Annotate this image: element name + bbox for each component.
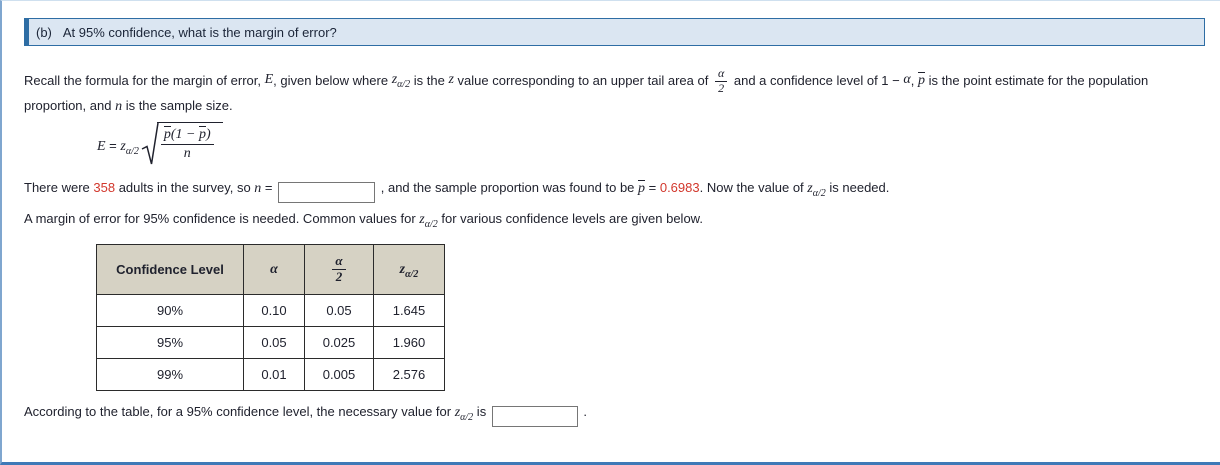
p-bar-symbol: p (638, 181, 646, 196)
alpha-cell: 0.05 (244, 327, 305, 359)
math-var-E: E (264, 72, 274, 87)
square-root-expression (141, 121, 223, 167)
intro-text: , (910, 72, 918, 88)
header-confidence-level: Confidence Level (97, 245, 244, 295)
math-var-alpha: α (270, 262, 278, 277)
fraction-numerator (161, 126, 214, 145)
z-subscript: α/2 (460, 412, 474, 423)
intro-text: is the (410, 72, 449, 88)
header-alpha (244, 245, 305, 295)
alpha-over-two-cell: 0.05 (305, 295, 374, 327)
intro-text: is the sample size. (122, 98, 233, 113)
fraction-numerator: α (715, 67, 727, 82)
z-value-cell: 1.960 (374, 327, 445, 359)
math-var-E: E (97, 138, 106, 154)
fraction-denominator: 2 (335, 269, 343, 284)
common-text: for various confidence levels are given below. (437, 211, 703, 226)
confidence-level-cell: 90% (97, 295, 244, 327)
survey-text: = (261, 180, 277, 195)
common-values-line (24, 211, 703, 228)
fraction-denominator: 2 (718, 80, 725, 95)
z-value-cell: 2.576 (374, 359, 445, 391)
formula-text: (1 − (170, 127, 199, 142)
intro-text: Recall the formula for the margin of error, (24, 72, 265, 88)
z-subscript: α/2 (812, 188, 826, 199)
survey-line (24, 180, 889, 204)
question-part-label: (b) (36, 24, 52, 40)
common-text: A margin of error for 95% confidence is needed. Common values for (24, 211, 420, 226)
intro-line-1 (24, 63, 1148, 97)
survey-text: = (645, 180, 660, 195)
z-subscript: α/2 (424, 219, 438, 230)
confidence-level-cell: 99% (97, 359, 244, 391)
intro-text: , given below where (273, 72, 392, 88)
table-row (97, 327, 445, 359)
math-var-z: z (419, 212, 425, 227)
z-subscript: α/2 (125, 145, 139, 157)
confidence-level-table (96, 244, 445, 391)
margin-of-error-formula (97, 119, 223, 169)
conclusion-text: According to the table, for a 95% confidence level, the necessary value for (24, 404, 455, 419)
table-header-row (97, 245, 445, 295)
conclusion-text: is (473, 404, 490, 419)
math-var-z: z (454, 405, 461, 420)
p-bar-symbol: p (198, 127, 206, 142)
math-var-alpha: α (903, 72, 911, 87)
conclusion-text: . (579, 404, 588, 419)
p-bar-symbol: p (163, 127, 171, 142)
conclusion-line (24, 404, 587, 428)
alpha-cell: 0.10 (244, 295, 305, 327)
z-value-cell: 1.645 (374, 295, 445, 327)
sample-proportion-value: 0.6983 (659, 180, 700, 195)
confidence-level-cell: 95% (97, 327, 244, 359)
header-z-alpha-over-two (374, 245, 445, 295)
header-alpha-over-two (305, 245, 374, 295)
sample-size-value: 358 (93, 180, 116, 195)
survey-text: is needed. (825, 180, 890, 195)
math-var-z: z (391, 72, 398, 87)
alpha-over-two-cell: 0.025 (305, 327, 374, 359)
table-row (97, 295, 445, 327)
intro-text: and a confidence level of 1 − (730, 72, 904, 88)
survey-text: There were (24, 180, 94, 195)
table-row (97, 359, 445, 391)
radicand (157, 122, 223, 162)
fraction-numerator: α (332, 254, 345, 270)
formula-text: ) (205, 127, 211, 142)
question-header-bar (24, 18, 1205, 46)
formula-left-side (97, 138, 139, 155)
equals-sign: = (105, 137, 121, 153)
z-subscript: α/2 (405, 269, 419, 280)
z-value-input[interactable] (492, 406, 578, 427)
intro-text: is the point estimate for the population (924, 72, 1149, 88)
math-var-n: n (254, 181, 262, 196)
math-var-z: z (399, 262, 406, 277)
p-bar-symbol: p (917, 72, 925, 88)
math-var-z: z (120, 138, 126, 154)
alpha-over-two-fraction (332, 254, 345, 285)
intro-line-2 (24, 98, 233, 115)
question-text: At 95% confidence, what is the margin of error? (62, 24, 337, 40)
intro-text: value corresponding to an upper tail area of (453, 72, 712, 88)
survey-text: adults in the survey, so (115, 180, 255, 195)
sample-size-input[interactable] (278, 182, 375, 203)
alpha-over-two-fraction (715, 67, 727, 96)
alpha-over-two-cell: 0.005 (305, 359, 374, 391)
survey-text: . Now the value of (699, 180, 808, 195)
p-fraction (161, 126, 214, 162)
math-var-z: z (807, 181, 813, 196)
intro-text: proportion, and (24, 98, 116, 113)
alpha-cell: 0.01 (244, 359, 305, 391)
math-var-n: n (115, 99, 123, 114)
z-subscript: α/2 (397, 78, 411, 90)
fraction-denominator: n (183, 146, 191, 162)
survey-text: , and the sample proportion was found to be (377, 180, 639, 195)
math-var-z: z (448, 72, 454, 87)
